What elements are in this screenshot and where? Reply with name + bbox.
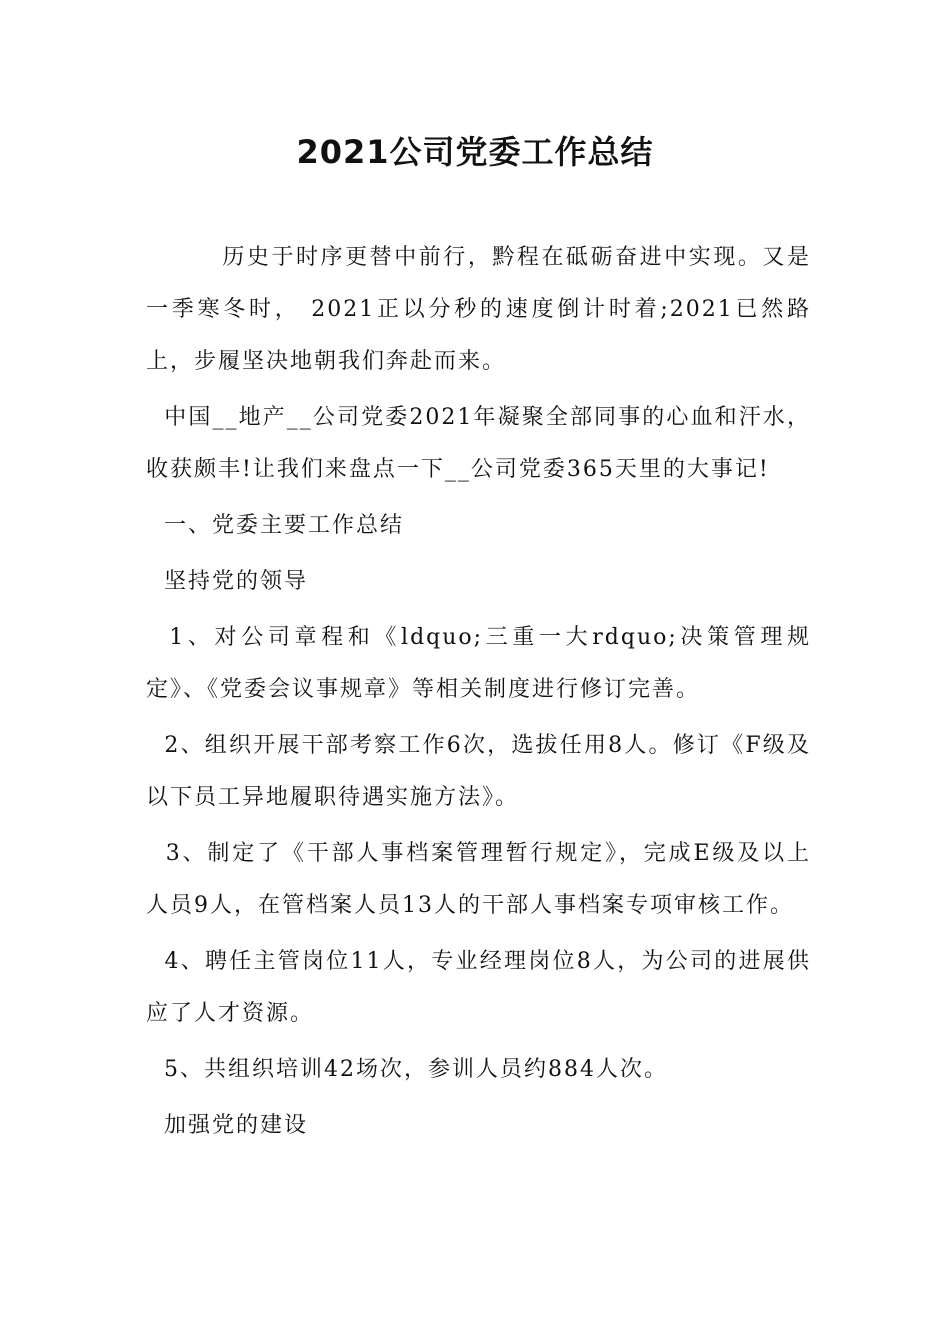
list-item-1: 1、对公司章程和《ldquo;三重一大rdquo;决策管理规定》、《党委会议事规章》等相关制度进行修订完善。 bbox=[146, 625, 811, 702]
document-body bbox=[146, 232, 811, 1156]
subheading-party-leadership: 坚持党的领导 bbox=[146, 569, 309, 594]
intro-paragraph: 历史于时序更替中前行，黔程在砥砺奋进中实现。又是一季寒冬时， 2021正以分秒的速度倒计时着;2021已然路上，步履坚决地朝我们奔赴而来。 bbox=[146, 245, 811, 374]
subheading-party-building: 加强党的建设 bbox=[146, 1113, 309, 1138]
section-heading-main-work: 一、党委主要工作总结 bbox=[146, 513, 405, 538]
list-item-4: 4、聘任主管岗位11人，专业经理岗位8人，为公司的进展供应了人才资源。 bbox=[146, 949, 811, 1026]
summary-paragraph: 中国__地产__公司党委2021年凝聚全部同事的心血和汗水，收获颇丰!让我们来盘点一下__公司党委365天里的大事记! bbox=[146, 405, 811, 482]
list-item-2: 2、组织开展干部考察工作6次，选拔任用8人。修订《F级及以下员工异地履职待遇实施方法》。 bbox=[146, 733, 811, 810]
list-item-3: 3、制定了《干部人事档案管理暂行规定》，完成E级及以上人员9人，在管档案人员13人的干部人事档案专项审核工作。 bbox=[146, 841, 811, 918]
document-title: 2021公司党委工作总结 bbox=[296, 133, 654, 171]
list-item-5: 5、共组织培训42场次，参训人员约884人次。 bbox=[146, 1057, 668, 1082]
